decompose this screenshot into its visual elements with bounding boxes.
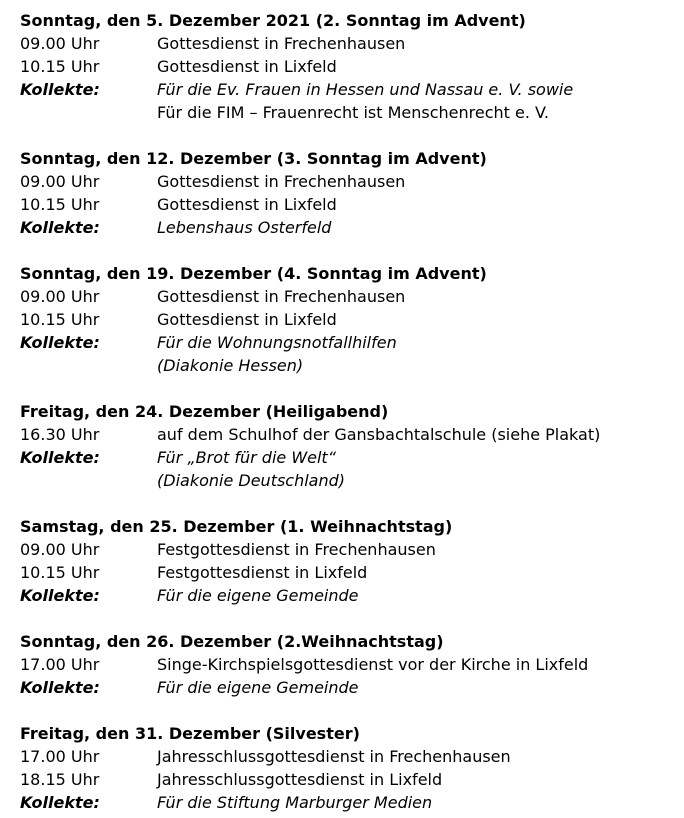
service-row [20,538,684,561]
event-heading: Sonntag, den 5. Dezember 2021 (2. Sonntag im Advent) [20,11,526,30]
kollekte-text: Für die eigene Gemeinde [157,678,359,697]
event-block [20,400,684,492]
kollekte-text: (Diakonie Hessen) [157,356,304,375]
event-block [20,9,684,124]
event-heading: Samstag, den 25. Dezember (1. Weihnachtstag) [20,517,453,536]
service-time: 09.00 Uhr [20,172,100,191]
service-row [20,55,684,78]
kollekte-row [20,78,684,101]
service-description: Gottesdienst in Frechenhausen [157,172,406,191]
event-heading: Sonntag, den 19. Dezember (4. Sonntag im Advent) [20,264,487,283]
event-heading: Sonntag, den 12. Dezember (3. Sonntag im Advent) [20,149,487,168]
kollekte-label: Kollekte: [20,218,100,237]
event-block [20,147,684,239]
kollekte-row [20,331,684,377]
event-block [20,722,684,814]
service-row [20,285,684,308]
event-heading: Freitag, den 31. Dezember (Silvester) [20,724,360,743]
kollekte-text: (Diakonie Deutschland) [157,471,346,490]
kollekte-label: Kollekte: [20,586,100,605]
service-row [20,768,684,791]
kollekte-extra-row [20,101,684,124]
kollekte-extra-text: Für die FIM – Frauenrecht ist Menschenrecht e. V. [157,103,550,122]
event-block [20,515,684,607]
kollekte-row [20,676,684,699]
service-time: 09.00 Uhr [20,287,100,306]
event-heading: Sonntag, den 26. Dezember (2.Weihnachtstag) [20,632,444,651]
kollekte-text: Für die Stiftung Marburger Medien [157,793,433,812]
service-description: Jahresschlussgottesdienst in Frechenhausen [157,747,511,766]
kollekte-text: Für „Brot für die Welt“ [157,448,336,467]
service-row [20,423,684,446]
service-row [20,561,684,584]
service-time: 18.15 Uhr [20,770,100,789]
service-time: 10.15 Uhr [20,195,100,214]
kollekte-row [20,446,684,492]
service-description: Festgottesdienst in Lixfeld [157,563,368,582]
service-row [20,653,684,676]
kollekte-label: Kollekte: [20,793,100,812]
service-description: Gottesdienst in Frechenhausen [157,34,406,53]
kollekte-label: Kollekte: [20,448,100,467]
service-row [20,745,684,768]
event-block [20,262,684,377]
event-heading: Freitag, den 24. Dezember (Heiligabend) [20,402,389,421]
service-time: 16.30 Uhr [20,425,100,444]
service-time: 10.15 Uhr [20,563,100,582]
service-description: Gottesdienst in Lixfeld [157,57,337,76]
kollekte-text: Für die eigene Gemeinde [157,586,359,605]
kollekte-row [20,584,684,607]
service-time: 17.00 Uhr [20,747,100,766]
kollekte-row [20,791,684,814]
kollekte-text: Für die Wohnungsnotfallhilfen [157,333,397,352]
service-description: Gottesdienst in Frechenhausen [157,287,406,306]
kollekte-label: Kollekte: [20,80,100,99]
service-description: Singe-Kirchspielsgottesdienst vor der Kirche in Lixfeld [157,655,589,674]
kollekte-label: Kollekte: [20,333,100,352]
service-row [20,170,684,193]
service-row [20,193,684,216]
service-description: Gottesdienst in Lixfeld [157,195,337,214]
event-block [20,630,684,699]
service-description: Festgottesdienst in Frechenhausen [157,540,436,559]
service-description: auf dem Schulhof der Gansbachtalschule (siehe Plakat) [157,425,601,444]
service-description: Jahresschlussgottesdienst in Lixfeld [157,770,443,789]
service-time: 10.15 Uhr [20,57,100,76]
service-time: 09.00 Uhr [20,540,100,559]
service-time: 10.15 Uhr [20,310,100,329]
kollekte-row [20,216,684,239]
kollekte-text: Lebenshaus Osterfeld [157,218,332,237]
kollekte-text: Für die Ev. Frauen in Hessen und Nassau e. V. sowie [157,80,574,99]
service-time: 09.00 Uhr [20,34,100,53]
service-row [20,32,684,55]
service-time: 17.00 Uhr [20,655,100,674]
service-description: Gottesdienst in Lixfeld [157,310,337,329]
service-row [20,308,684,331]
kollekte-label: Kollekte: [20,678,100,697]
